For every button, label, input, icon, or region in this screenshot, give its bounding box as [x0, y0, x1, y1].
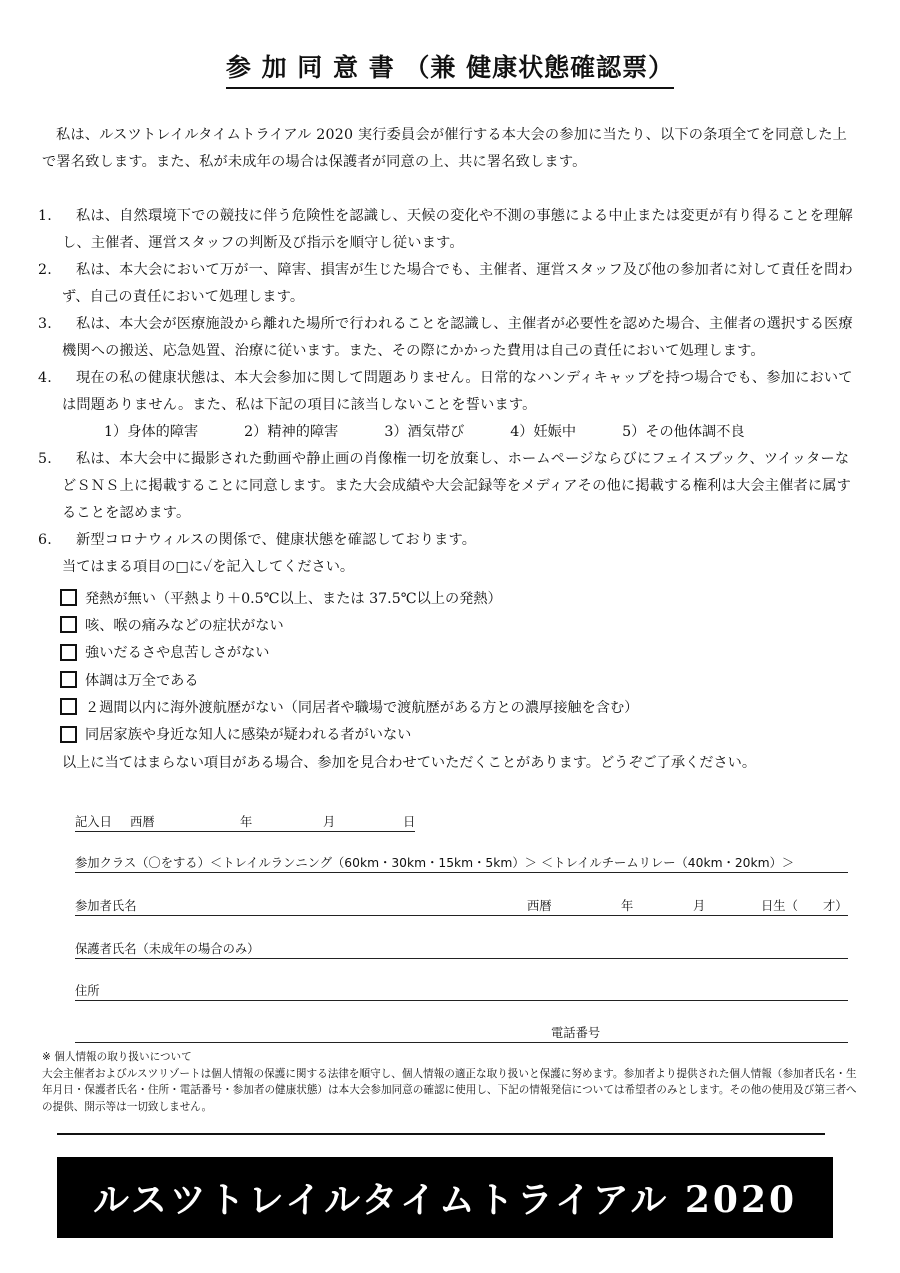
- checklist-instruction: 当てはまる項目の□に✓を記入してください。: [62, 559, 355, 575]
- health-option: 1）身体的障害: [104, 424, 199, 440]
- consent-item-4: [38, 365, 860, 419]
- checkbox[interactable]: [60, 671, 77, 688]
- checkbox[interactable]: [60, 644, 77, 661]
- guardian-name-field[interactable]: [75, 940, 848, 959]
- signature-form: [75, 813, 848, 1043]
- health-checklist: [38, 584, 860, 748]
- item-number: 2.: [38, 262, 52, 278]
- health-option: 5）その他体調不良: [622, 424, 745, 440]
- checkbox[interactable]: [60, 726, 77, 743]
- consent-item-5: [38, 446, 860, 527]
- class-field[interactable]: [75, 854, 848, 873]
- checklist-row: [60, 611, 860, 638]
- phone-label: 電話番号: [551, 1026, 601, 1040]
- date-era-label: 西暦: [130, 815, 155, 829]
- checklist-row: [60, 584, 860, 611]
- birth-era-label: 西暦: [527, 899, 552, 913]
- item-number: 5.: [38, 451, 52, 467]
- checklist-label: ２週間以内に海外渡航歴がない（同居者や職場で渡航歴がある方との濃厚接触を含む）: [85, 699, 639, 716]
- guardian-name-label: 保護者氏名（未成年の場合のみ）: [75, 942, 260, 956]
- item-number: 6.: [38, 532, 52, 548]
- checkbox[interactable]: [60, 616, 77, 633]
- checklist-label: 咳、喉の痛みなどの症状がない: [85, 617, 284, 634]
- date-label: 記入日: [75, 815, 112, 829]
- birth-day-label: 日生（: [761, 899, 798, 913]
- item-number: 1.: [38, 208, 52, 224]
- checklist-row: [60, 666, 860, 693]
- checklist-row: [60, 720, 860, 747]
- date-year-label: 年: [240, 815, 253, 829]
- item-text: 私は、自然環境下での競技に伴う危険性を認識し、天候の変化や不測の事態による中止または変更が有り得ることを理解し、主催者、運営スタッフの判断及び指示を順守し従います。: [62, 208, 853, 251]
- participation-notice: 以上に当てはまらない項目がある場合、参加を見合わせていただくことがあります。どうぞご了承ください。: [62, 754, 757, 771]
- health-conditions-list: [38, 419, 860, 446]
- health-option: 3）酒気帯び: [384, 424, 465, 440]
- item-text: 私は、本大会において万が一、障害、損害が生じた場合でも、主催者、運営スタッフ及び他の参加者に対して責任を問わず、自己の責任において処理します。: [62, 262, 853, 305]
- address-field[interactable]: [75, 982, 848, 1001]
- consent-item-6: [38, 527, 860, 554]
- date-day-label: 日: [403, 815, 416, 829]
- birth-year-label: 年: [621, 899, 634, 913]
- item-number: 3.: [38, 316, 52, 332]
- birth-month-label: 月: [693, 899, 706, 913]
- address-label: 住所: [75, 984, 100, 998]
- checklist-label: 発熱が無い（平熱より＋0.5℃以上、または 37.5℃以上の発熱）: [85, 590, 502, 607]
- checkbox[interactable]: [60, 589, 77, 606]
- event-banner: [57, 1157, 833, 1238]
- participant-name-label: 参加者氏名: [75, 899, 137, 913]
- consent-items: [38, 203, 860, 777]
- consent-item-2: [38, 257, 860, 311]
- item-number: 4.: [38, 370, 52, 386]
- divider: [57, 1133, 825, 1135]
- item-text: 私は、本大会が医療施設から離れた場所で行われることを認識し、主催者が必要性を認めた場合、主催者の選択する医療機関への搬送、応急処置、治療に従います。また、その際にかかった費用は自己の責任において処理します。: [62, 316, 853, 359]
- consent-item-3: [38, 311, 860, 365]
- consent-item-1: [38, 203, 860, 257]
- privacy-notice: [42, 1049, 860, 1115]
- checklist-row: [60, 639, 860, 666]
- checklist-row: [60, 693, 860, 720]
- privacy-body: 大会主催者およびルスツリゾートは個人情報の保護に関する法律を順守し、個人情報の適正な取り扱いと保護に努めます。参加者より提供された個人情報（参加者氏名・生年月日・保護者氏名・住所・電話番号・参加者の健康状態）は本大会参加同意の確認に使用し、下記の情報発信については希望者のみとします。その他の使用及び第三者への提供、開示等は一切致しません。: [42, 1067, 857, 1113]
- item-text: 私は、本大会中に撮影された動画や静止画の肖像権一切を放棄し、ホームページならびにフェイスブック、ツイッターなどＳＮＳ上に掲載することに同意します。また大会成績や大会記録等をメディアその他に掲載する権利は大会主催者に属することを認めます。: [62, 451, 852, 521]
- banner-text: ルスツトレイルタイムトライアル 2020: [92, 1179, 798, 1221]
- intro-paragraph: 私は、ルスツトレイルタイムトライアル 2020 実行委員会が催行する本大会の参加に当たり、以下の条項全てを同意した上で署名致します。また、私が未成年の場合は保護者が同意の上、共に署名致します。: [42, 127, 848, 170]
- age-label: 才）: [823, 899, 848, 913]
- privacy-heading: ※ 個人情報の取り扱いについて: [42, 1051, 192, 1063]
- item-text: 新型コロナウィルスの関係で、健康状態を確認しております。: [76, 532, 477, 548]
- checklist-label: 体調は万全である: [85, 672, 199, 689]
- participant-name-field[interactable]: [75, 897, 848, 916]
- checkbox[interactable]: [60, 698, 77, 715]
- phone-field[interactable]: [75, 1024, 848, 1043]
- class-label: 参加クラス（〇をする）＜トレイルランニング（60km・30km・15km・5km）＞ ＜トレイルチームリレー（40km・20km）＞: [75, 856, 795, 870]
- health-option: 2）精神的障害: [244, 424, 339, 440]
- item-text: 現在の私の健康状態は、本大会参加に関して問題ありません。日常的なハンディキャップを持つ場合でも、参加においては問題ありません。また、私は下記の項目に該当しないことを誓います。: [62, 370, 853, 413]
- date-month-label: 月: [323, 815, 336, 829]
- document-title: 参 加 同 意 書 （兼 健康状態確認票）: [0, 48, 900, 89]
- health-option: 4）妊娠中: [510, 424, 577, 440]
- checklist-label: 強いだるさや息苦しさがない: [85, 645, 270, 662]
- checklist-label: 同居家族や身近な知人に感染が疑われる者がいない: [85, 727, 412, 744]
- date-field[interactable]: [75, 813, 415, 832]
